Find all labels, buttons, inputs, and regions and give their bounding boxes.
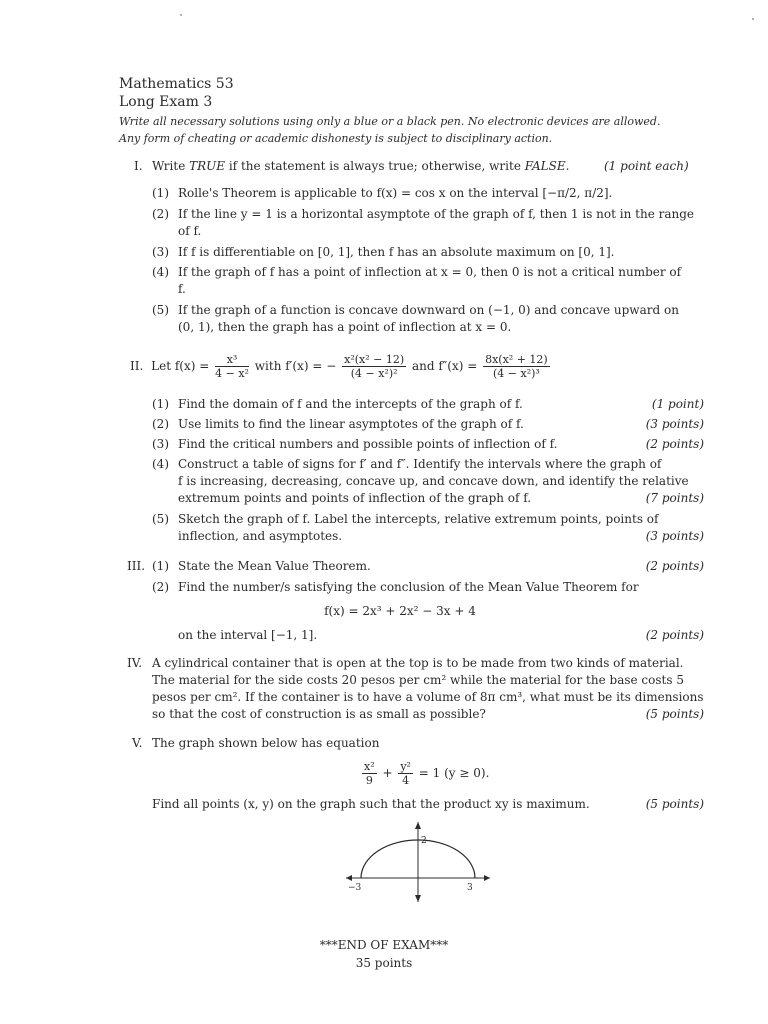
part-5-question: Find all points (x, y) on the graph such that the product xy is maximum.: [152, 797, 590, 811]
x-axis-left-arrow: [346, 875, 352, 881]
part-5-points: (5 points): [645, 797, 704, 811]
part-1-item-text: Rolle's Theorem is applicable to f(x) = cos x on the interval [−π/2, π/2].: [178, 186, 613, 200]
part-3-label: III.: [127, 559, 146, 573]
part-2-item-number: (2): [152, 417, 169, 431]
graph-label-right: 3: [467, 883, 473, 893]
part-1-item-number: (4): [152, 265, 169, 279]
part-1-item-text-cont: f.: [178, 282, 186, 296]
f-prime-fraction: $\frac{\text{x²(x² − 12)}}{\text{(4 − x²)²}}$: [344, 353, 405, 380]
part-3-interval-text: on the interval [−1, 1].: [178, 628, 318, 642]
part-2-item-text: Find the domain of f and the intercepts of the graph of f.: [178, 397, 523, 411]
part-3-item-number: (1): [152, 559, 169, 573]
part-2-item-text: Sketch the graph of f. Label the intercepts, relative extremum points, points of: [178, 512, 659, 526]
part-1-item-text: If the graph of a function is concave downward on (−1, 0) and concave upward on: [178, 303, 679, 317]
x-axis-right-arrow: [484, 875, 490, 881]
exam-title: Long Exam 3: [119, 94, 213, 110]
part-2-item-text-cont: inflection, and asymptotes.: [178, 529, 343, 543]
part-1-label: I.: [134, 159, 143, 173]
part-3-item-points: (2 points): [645, 628, 704, 642]
instructions-line-2: Any form of cheating or academic dishonesty is subject to disciplinary action.: [119, 132, 553, 145]
part-2-item-points: (1 point): [651, 397, 704, 411]
total-points: 35 points: [355, 956, 413, 970]
f-fraction: $\frac{\text{x³}}{\text{4 − x²}}$: [215, 353, 249, 380]
part-1-item-number: (5): [152, 303, 169, 317]
part-2-item-points: (3 points): [645, 529, 704, 543]
part-1-item-number: (3): [152, 245, 169, 259]
part-1-item-number: (2): [152, 207, 169, 221]
part-2-let-text: Let f(x) =: [151, 359, 210, 373]
part-2-item-points: (7 points): [645, 491, 704, 505]
part-2-header: [130, 350, 552, 382]
part-1-item-text: If f is differentiable on [0, 1], then f has an absolute maximum on [0, 1].: [178, 245, 615, 259]
part-2-item-text: Use limits to find the linear asymptotes of the graph of f.: [178, 417, 524, 431]
f-double-prime-fraction: $\frac{\text{8x(x² + 12)}}{\text{(4 − x²)³}}$: [485, 353, 548, 380]
part-1-points: (1 point each): [604, 159, 689, 173]
part-2-item-text: Construct a table of signs for f′ and f″. Identify the intervals where the graph of: [178, 457, 662, 471]
part-5-intro: The graph shown below has equation: [152, 736, 380, 750]
part-1-item-text: If the graph of f has a point of inflection at x = 0, then 0 is not a critical number of: [178, 265, 682, 279]
part-1-item-text-cont: (0, 1), then the graph has a point of inflection at x = 0.: [178, 320, 512, 334]
part-3-item-text: State the Mean Value Theorem.: [178, 559, 371, 573]
ellipse-graph: [340, 818, 496, 904]
part-2-label: II.: [130, 359, 144, 373]
graph-label-left: −3: [348, 883, 362, 893]
mvt-equation: f(x) = 2x³ + 2x² − 3x + 4: [324, 604, 476, 618]
part-3-item-points: (2 points): [645, 559, 704, 573]
part-4-label: IV.: [127, 656, 143, 670]
y-axis-top-arrow: [415, 822, 421, 829]
scan-speck: [180, 14, 182, 16]
scan-speck: [752, 18, 754, 20]
part-2-item-points: (3 points): [645, 417, 704, 431]
part-5-label: V.: [132, 736, 143, 750]
instructions-line-1: Write all necessary solutions using only a blue or a black pen. No electronic devices are allowed.: [119, 115, 661, 128]
part-2-item-text: Find the critical numbers and possible points of inflection of f.: [178, 437, 558, 451]
part-1-instruction: Write TRUE if the statement is always true; otherwise, write FALSE.: [152, 159, 570, 173]
part-2-item-text-cont: extremum points and points of inflection of the graph of f.: [178, 491, 532, 505]
part-2-item-number: (3): [152, 437, 169, 451]
y-axis-bottom-arrow: [415, 895, 421, 902]
part-2-with-text: with f′(x) = −: [254, 359, 337, 373]
part-4-points: (5 points): [645, 707, 704, 721]
part-3-item-text: Find the number/s satisfying the conclusion of the Mean Value Theorem for: [178, 580, 639, 594]
graph-label-top: 2: [421, 836, 427, 846]
part-4-text: The material for the side costs 20 pesos per cm² while the material for the base costs 5: [152, 673, 684, 687]
end-of-exam: ***END OF EXAM***: [319, 938, 449, 952]
part-2-item-number: (4): [152, 457, 169, 471]
part-4-text: A cylindrical container that is open at the top is to be made from two kinds of material.: [152, 656, 684, 670]
part-2-item-points: (2 points): [645, 437, 704, 451]
part-4-text: so that the cost of construction is as small as possible?: [152, 707, 486, 721]
part-3-item-number: (2): [152, 580, 169, 594]
part-2-and-text: and f″(x) =: [411, 359, 478, 373]
part-2-item-number: (1): [152, 397, 169, 411]
part-1-item-text: If the line y = 1 is a horizontal asymptote of the graph of f, then 1 is not in the range: [178, 207, 695, 221]
part-1-item-text-cont: of f.: [178, 224, 202, 238]
part-2-item-number: (5): [152, 512, 169, 526]
part-4-text: pesos per cm². If the container is to have a volume of 8π cm³, what must be its dimensions: [152, 690, 704, 704]
ellipse-equation: $\frac{\text{x²}}{9}$ + $\frac{\text{y²}}{4}$ = 1 (y ≥ 0).: [364, 760, 490, 787]
course-title: Mathematics 53: [119, 76, 234, 92]
part-1-item-number: (1): [152, 186, 169, 200]
part-2-item-text-cont: f is increasing, decreasing, concave up, and concave down, and identify the relative: [178, 474, 689, 488]
